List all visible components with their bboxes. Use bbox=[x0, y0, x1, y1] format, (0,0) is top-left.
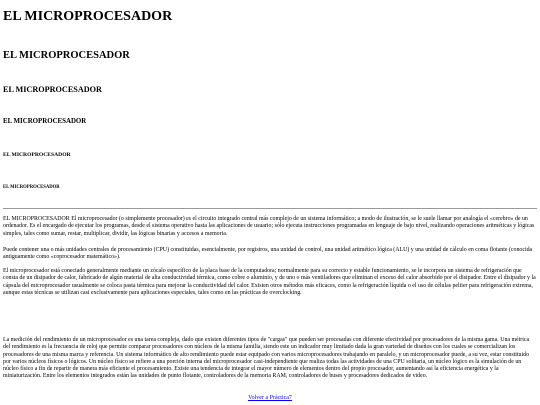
paragraph-cooling: El microprocesador está conectado generalmente mediante un zócalo específico de la placa base de la computadora; normalmente para su correcto y estable funcionamiento, se le incorpora un sistema de refrigeración que consta de un disipador de calor, fabricado de algún material de alta conductividad térmica, como cobre o aluminio, y de uno o más ventiladores que eliminan el exceso del calor absorbido por el disipador. Entre el disipador y la cápsula del microprocesador usualmente se coloca pasta térmica para mejorar la conductividad del calor. Existen otros métodos más eficaces, como la refrigeración líquida o el uso de células peltier para refrigeración extrema, aunque estas técnicas se utilizan casi exclusivamente para aplicaciones especiales, tales como en las prácticas de overclocking. bbox=[3, 268, 536, 296]
heading-level-4: EL MICROPROCESADOR bbox=[3, 118, 87, 125]
paragraph-cpu-units: Puede contener una o más unidades centrales de procesamiento (CPU) constituidas, esencialmente, por registros, una unidad de control, una unidad aritmético lógica (ALU) y una unidad de cálculo en coma flotante (conocida antiguamente como «coprocesador matemático»). bbox=[3, 247, 533, 261]
horizontal-divider bbox=[3, 208, 537, 209]
footer-link-container bbox=[3, 395, 537, 402]
heading-level-5: EL MICROPROCESADOR bbox=[3, 152, 71, 158]
paragraph-intro: EL MICROPROCESADOR El microprocesador (o simplemente procesador) es el circuito integrado central más complejo de un sistema informático; a modo de ilustración, se le suele llamar por analogía el «cerebro» de un ordenador. Es el encargado de ejecutar los programas, desde el sistema operativo hasta las aplicaciones de usuario; sólo ejecuta instrucciones programadas en lenguaje de bajo nivel, realizando operaciones aritméticas y lógicas simples, tales como sumar, restar, multiplicar, dividir, las lógicas binarias y accesos a memoria. bbox=[3, 216, 535, 237]
heading-level-1: EL MICROPROCESADOR bbox=[3, 9, 173, 24]
heading-level-3: EL MICROPROCESADOR bbox=[3, 85, 102, 94]
heading-level-6: EL MICROPROCESADOR bbox=[3, 185, 60, 190]
back-to-practice-link[interactable]: Volver a Práctica7 bbox=[248, 395, 292, 401]
heading-level-2: EL MICROPROCESADOR bbox=[3, 50, 130, 61]
paragraph-performance: La medición del rendimiento de un microprocesador es una tarea compleja, dado que existen diferentes tipos de "cargas" que pueden ser procesadas con diferente efectividad por procesadores de la misma gama. Una métrica del rendimiento es la frecuencia de reloj que permite comparar procesadores con núcleos de la misma familia, siendo este un indicador muy limitado dada la gran variedad de diseños con los cuales se comercializan los procesadores de una misma marca y referencia. Un sistema informático de alto rendimiento puede estar equipado con varios microprocesadores trabajando en paralelo, y un microprocesador puede, a su vez, estar constituido por varios núcleos físicos o lógicos. Un núcleo físico se refiere a una porción interna del microprocesador casi-independiente que realiza todas las actividades de una CPU solitaria, un núcleo lógico es la simulación de un núcleo físico a fin de repartir de manera más eficiente el procesamiento. Existe una tendencia de integrar el mayor número de elementos dentro del propio procesador, aumentando así la eficiencia energética y la miniaturización. Entre los elementos integrados están las unidades de punto flotante, controladores de la memoria RAM, controladores de buses y procesadores dedicados de video. bbox=[3, 337, 530, 380]
